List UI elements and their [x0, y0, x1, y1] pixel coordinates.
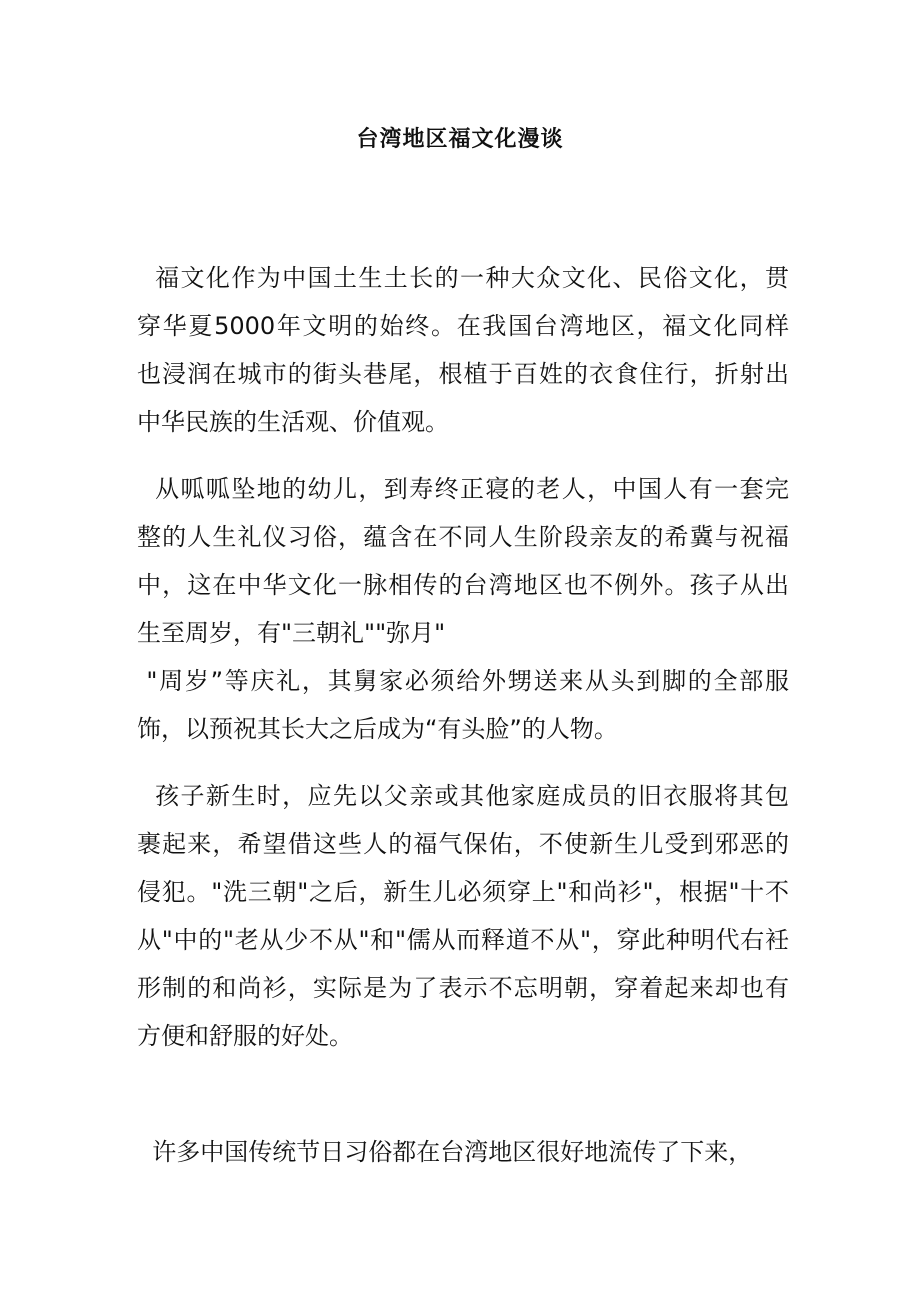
paragraph-festival-customs	[137, 1128, 789, 1176]
paragraph-line: 裹起来，希望借这些人的福气保佑，不使新生儿受到邪恶的	[137, 830, 789, 858]
paragraph-line: 从"中的"老从少不从"和"儒从而释道不从"，穿此种明代右衽	[137, 926, 789, 954]
paragraph-line: 穿华夏5000年文明的始终。在我国台湾地区，福文化同样	[137, 312, 789, 340]
document-title: 台湾地区福文化漫谈	[356, 127, 564, 152]
paragraph-newborn-customs	[137, 772, 789, 1060]
paragraph-line: 整的人生礼仪习俗，蕴含在不同人生阶段亲友的希冀与祝福	[137, 523, 789, 551]
paragraph-line: 从呱呱坠地的幼儿，到寿终正寝的老人，中国人有一套完	[137, 475, 789, 503]
paragraph-line: 形制的和尚衫，实际是为了表示不忘明朝，穿着起来却也有	[137, 974, 789, 1002]
paragraph-line: 侵犯。"洗三朝"之后，新生儿必须穿上"和尚衫"，根据"十不	[137, 878, 789, 906]
paragraph-life-rituals	[137, 465, 789, 753]
paragraph-line: 饰，以预祝其长大之后成为“有头脸”的人物。	[137, 715, 618, 743]
paragraph-birth-culture-intro	[137, 254, 789, 446]
paragraph-line: 方便和舒服的好处。	[137, 1022, 353, 1050]
paragraph-line: 许多中国传统节日习俗都在台湾地区很好地流传了下来，	[137, 1138, 753, 1166]
paragraph-line: 中华民族的生活观、价值观。	[137, 408, 449, 436]
paragraph-line: 福文化作为中国土生土长的一种大众文化、民俗文化，贯	[137, 264, 789, 292]
paragraph-line: "周岁”等庆礼，其舅家必须给外甥送来从头到脚的全部服	[137, 667, 789, 695]
paragraph-line: 孩子新生时，应先以父亲或其他家庭成员的旧衣服将其包	[137, 782, 789, 810]
paragraph-line: 生至周岁，有"三朝礼""弥月"	[137, 619, 446, 647]
paragraph-line: 中，这在中华文化一脉相传的台湾地区也不例外。孩子从出	[137, 571, 789, 599]
paragraph-line: 也浸润在城市的街头巷尾，根植于百姓的衣食住行，折射出	[137, 360, 789, 388]
